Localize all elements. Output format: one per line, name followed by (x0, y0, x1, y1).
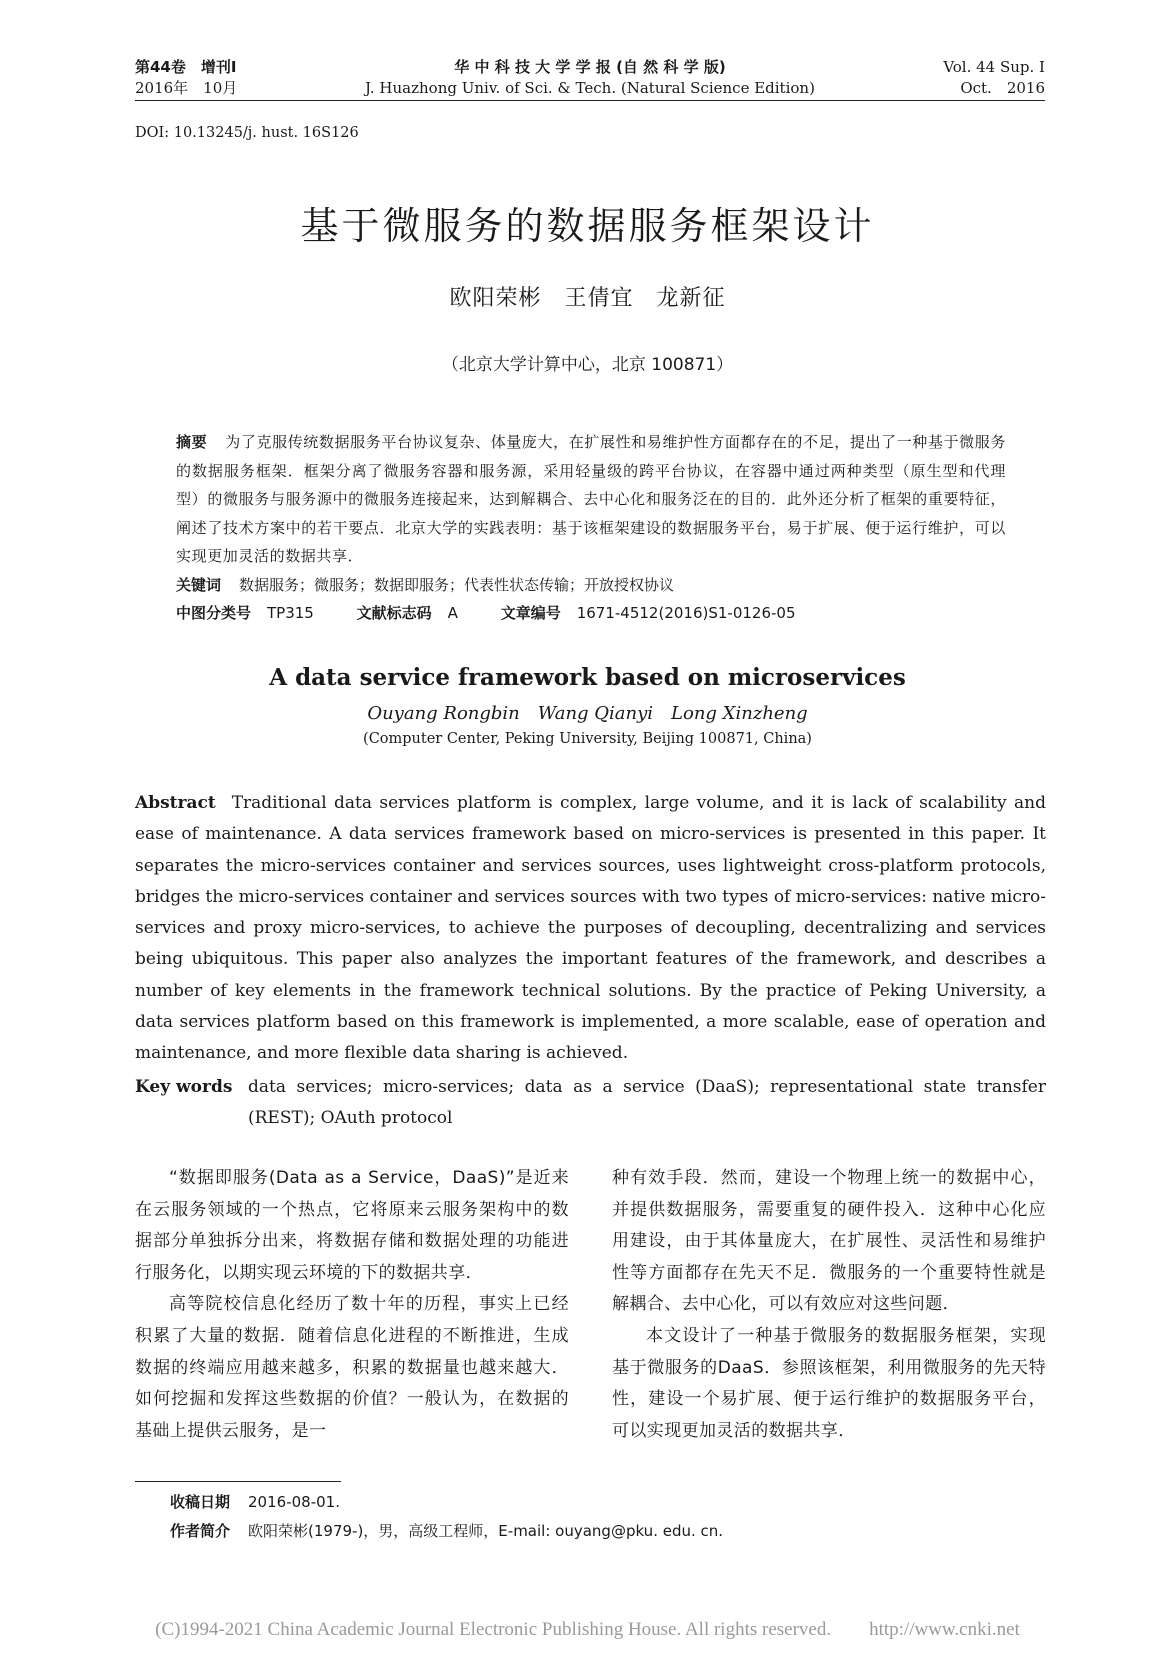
en-keywords-text: data services; micro-services; data as a service (DaaS); representational state transfer (REST); OAuth protocol (248, 1077, 1046, 1128)
affiliation-en: (Computer Center, Peking University, Beijing 100871, China) (363, 731, 812, 747)
footnote-rule (135, 1481, 341, 1482)
footnote-author (170, 1521, 1050, 1541)
cn-keywords (176, 571, 1006, 599)
author-bio: 欧阳荣彬(1979-)，男，高级工程师，E-mail: ouyang@pku. edu. cn. (248, 1522, 724, 1540)
cn-abstract (176, 428, 1006, 571)
body-left-column (135, 1163, 569, 1447)
publication-date-en: Oct. 2016 (960, 79, 1045, 97)
classification-line (176, 599, 1006, 627)
en-abstract-text: Traditional data services platform is complex, large volume, and it is lack of scalability and ease of maintenance. A data services framework based on micro-services is presented in this paper. It separates the micro-services container and services sources, uses lightweight cross-platform protocols, bridges the micro-services container and services sources with two types of micro-services: native micro-services and proxy micro-services, to achieve the purposes of decoupling, decentralizing and services being ubiquitous. This paper also analyzes the important features of the framework, and describes a number of key elements in the framework technical solutions. By the practice of Peking University, a data services platform based on this framework is implemented, a more scalable, ease of operation and maintenance, and more flexible data sharing is achieved. (135, 793, 1046, 1064)
journal-title-en: J. Huazhong Univ. of Sci. & Tech. (Natural Science Edition) (365, 79, 815, 97)
en-abstract-label: Abstract (135, 793, 216, 813)
journal-title-cn: 华 中 科 技 大 学 学 报 (自 然 科 学 版) (454, 58, 726, 76)
article-number-label: 文章编号 (500, 604, 561, 622)
clc-label: 中图分类号 (176, 604, 252, 622)
cn-keywords-text: 数据服务；微服务；数据即服务；代表性状态传输；开放授权协议 (239, 576, 675, 594)
footnote-received (170, 1492, 1050, 1512)
copyright-notice: (C)1994-2021 China Academic Journal Electronic Publishing House. All rights reserved. http://www.cnki.net (155, 1619, 1020, 1640)
affiliation: （北京大学计算中心，北京 100871） (441, 355, 734, 375)
doc-code-value: A (447, 604, 458, 622)
author-bio-label: 作者简介 (170, 1522, 231, 1540)
volume-issue: 第44卷 增刊Ⅰ (135, 58, 237, 76)
cn-keywords-label: 关键词 (176, 576, 222, 594)
received-date: 2016-08-01. (248, 1493, 340, 1511)
en-keywords-label: Key words (135, 1077, 233, 1097)
body-paragraph: 高等院校信息化经历了数十年的历程，事实上已经积累了大量的数据．随着信息化进程的不断推进，生成数据的终端应用越来越多，积累的数据量也越来越大．如何挖掘和发挥这些数据的价值？一般认为，在数据的基础上提供云服务，是一 (135, 1294, 569, 1441)
clc-value: TP315 (267, 604, 314, 622)
cn-abstract-text: 为了克服传统数据服务平台协议复杂、体量庞大，在扩展性和易维护性方面都存在的不足，提出了一种基于微服务的数据服务框架．框架分离了微服务容器和服务源，采用轻量级的跨平台协议，在容器中通过两种类型（原生型和代理型）的微服务与服务源中的微服务连接起来，达到解耦合、去中心化和服务泛在的目的．此外还分析了框架的重要特征，阐述了技术方案中的若干要点．北京大学的实践表明：基于该框架建设的数据服务平台，易于扩展、便于运行维护，可以实现更加灵活的数据共享． (176, 433, 1006, 566)
en-abstract (135, 788, 1046, 1070)
received-label: 收稿日期 (170, 1493, 231, 1511)
body-paragraph: 本文设计了一种基于微服务的数据服务框架，实现基于微服务的DaaS．参照该框架，利用微服务的先天特性，建设一个易扩展、便于运行维护的数据服务平台，可以实现更加灵活的数据共享． (612, 1325, 1046, 1441)
doc-code-label: 文献标志码 (356, 604, 432, 622)
author-list: 欧阳荣彬 王倩宜 龙新征 (449, 286, 726, 311)
doi: DOI: 10.13245/j. hust. 16S126 (135, 125, 359, 141)
volume-issue-en: Vol. 44 Sup. Ⅰ (943, 58, 1045, 76)
body-right-column (612, 1163, 1046, 1447)
body-paragraph: “数据即服务(Data as a Service，DaaS)”是近来在云服务领域的一个热点，它将原来云服务架构中的数据部分单独拆分出来，将数据存储和数据处理的功能进行服务化，以期实现云环境的下的数据共享． (135, 1168, 569, 1283)
author-list-en: Ouyang Rongbin Wang Qianyi Long Xinzheng (367, 703, 808, 724)
publication-date: 2016年 10月 (135, 79, 238, 97)
paper-title: 基于微服务的数据服务框架设计 (300, 204, 875, 248)
paper-title-en: A data service framework based on microservices (269, 664, 906, 691)
header-rule (135, 100, 1045, 101)
body-paragraph: 种有效手段．然而，建设一个物理上统一的数据中心，并提供数据服务，需要重复的硬件投入．这种中心化应用建设，由于其体量庞大，在扩展性、灵活性和易维护性等方面都存在先天不足．微服务的一个重要特性就是解耦合、去中心化，可以有效应对这些问题． (612, 1168, 1046, 1315)
cn-abstract-label: 摘要 (176, 433, 208, 451)
article-number-value: 1671-4512(2016)S1-0126-05 (576, 604, 796, 622)
